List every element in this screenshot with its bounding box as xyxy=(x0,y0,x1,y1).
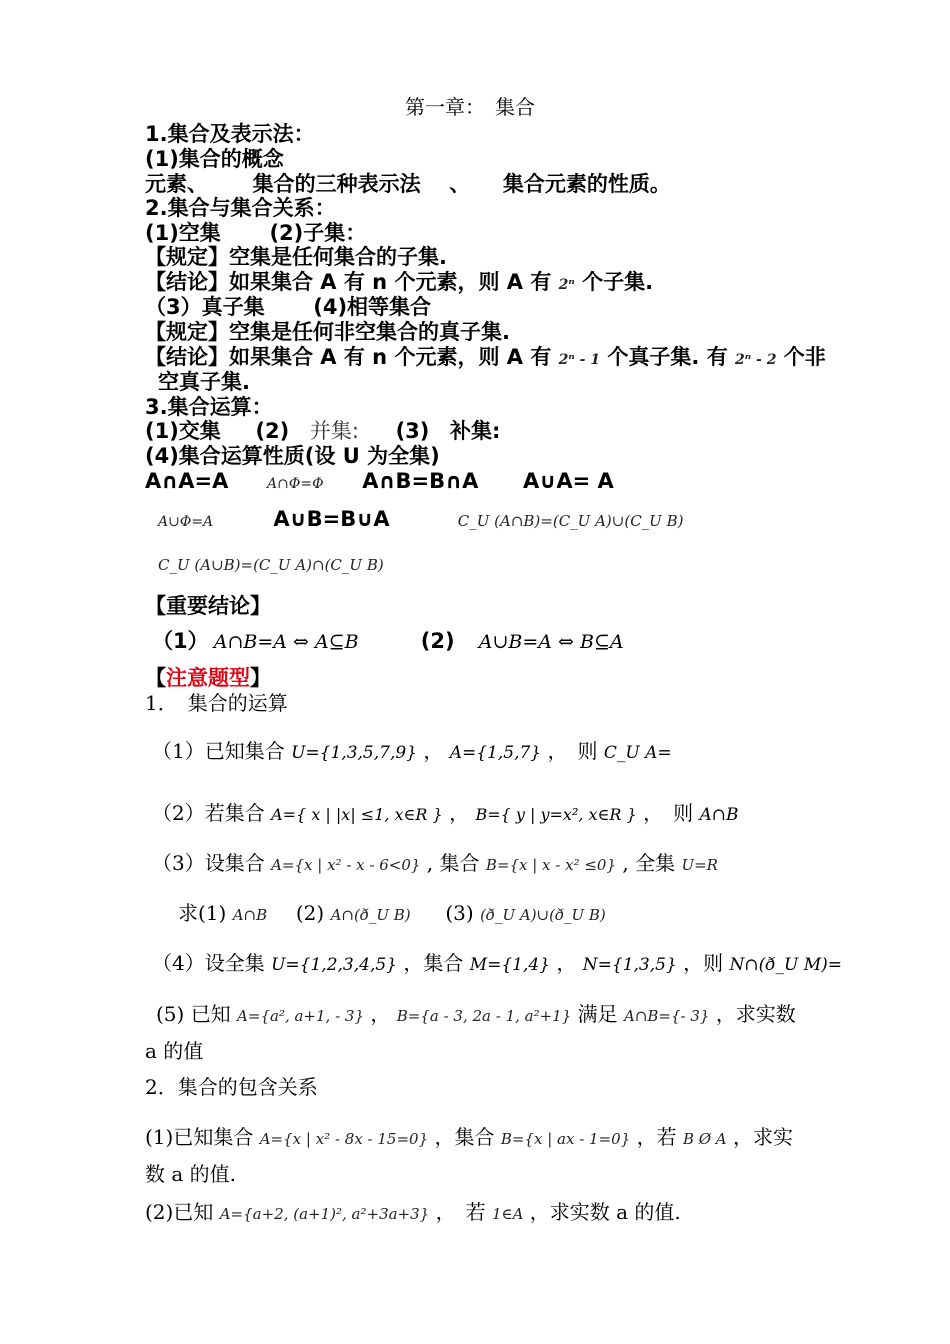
q1-c-answer-2: A∩(ð_U B) xyxy=(330,906,411,924)
props-row-3 xyxy=(158,556,384,574)
q2-b xyxy=(145,1201,681,1224)
q1-a-formula-u: U={1,3,5,7,9} xyxy=(291,743,417,763)
q1-a xyxy=(152,740,672,764)
important-heading: 【重要结论】 xyxy=(145,594,271,618)
q1-c-label: （3）设集合 xyxy=(152,851,265,875)
q2-heading: 2．集合的包含关系 xyxy=(145,1075,318,1099)
prop-a-cap-b: A∩B=B∩A xyxy=(362,469,479,493)
formula-2n-minus-1: 2ⁿ - 1 xyxy=(558,352,601,368)
rule-1: 【规定】空集是任何集合的子集. xyxy=(145,245,447,269)
q1-a-tail: ， 则 xyxy=(547,739,598,763)
union-label: 并集: xyxy=(309,419,359,443)
page-title: 第一章： 集合 xyxy=(405,95,535,119)
q2-a-formula-subset: B Ø A xyxy=(682,1130,727,1148)
equal-set-label: (4)相等集合 xyxy=(313,295,432,319)
q1-c-formula-b: B={x | x - x² ≤0} xyxy=(485,856,617,874)
q1-b-tail: ， 则 xyxy=(643,801,694,825)
q1-e-formula-b: B={a - 3, 2a - 1, a²+1} xyxy=(396,1007,572,1025)
operation-properties: (4)集合运算性质(设 U 为全集) xyxy=(145,444,440,468)
q1-d-label: （4）设全集 xyxy=(152,951,265,975)
q1-a-formula-cu: C_U A= xyxy=(603,743,672,763)
formula-2n-minus-2: 2ⁿ - 2 xyxy=(735,352,777,368)
q1-c-formula-a: A={x | x² - x - 6<0} xyxy=(271,856,421,874)
q1-e-tail: ，求实数 xyxy=(715,1002,796,1026)
q1-d-formula-m: M={1,4} xyxy=(469,955,551,975)
section-3-heading: 3.集合运算： xyxy=(145,395,273,419)
complement-label: 补集: xyxy=(450,419,501,443)
q1-e-formula-ab: A∩B={- 3} xyxy=(623,1007,710,1025)
section-2-subs xyxy=(145,221,366,245)
q1-c-answer-1: A∩B xyxy=(232,906,268,924)
conclusion-2-text: 【结论】如果集合 A 有 n 个元素，则 A 有 xyxy=(145,345,552,369)
q1-a-label: （1）已知集合 xyxy=(152,739,285,763)
q2-a xyxy=(145,1126,793,1149)
q1-e-cont: a 的值 xyxy=(145,1039,204,1063)
intersection-label: (1)交集 xyxy=(145,419,221,443)
subset-label: (2)子集： xyxy=(269,221,367,245)
prop-a-cap-a: A∩A=A xyxy=(145,469,229,493)
prop-de-morgan-1: C_U (A∩B)=(C_U A)∪(C_U B) xyxy=(457,512,684,530)
q1-b-formula-ab: A∩B xyxy=(699,805,739,825)
prop-a-cap-phi: A∩Φ=Φ xyxy=(267,476,324,492)
q1-e xyxy=(156,1003,796,1026)
conclusion-1 xyxy=(145,270,653,294)
notice-label: 注意题型 xyxy=(166,666,250,690)
q1-e-mid: 满足 xyxy=(577,1002,618,1026)
q1-c-mid: , 集合 xyxy=(426,851,480,875)
props-row-2 xyxy=(158,507,683,531)
important-c2: A∪B=A ⇔ B⊆A xyxy=(478,631,624,653)
section-2-subs-2 xyxy=(145,295,431,319)
q1-a-sep: ， xyxy=(423,739,444,763)
prop-a-cup-a: A∪A= A xyxy=(523,469,614,493)
q1-e-sep: ， xyxy=(370,1002,391,1026)
section-1-items xyxy=(145,172,671,196)
q1-c-ask-3: (3) xyxy=(445,901,474,925)
q2-a-label: (1)已知集合 xyxy=(145,1125,254,1149)
q1-b-label: （2）若集合 xyxy=(152,801,265,825)
q2-b-tail: ，求实数 a 的值. xyxy=(529,1200,681,1224)
empty-set-label: (1)空集 xyxy=(145,221,221,245)
item-properties: 集合元素的性质。 xyxy=(502,172,671,196)
q1-c-mid2: , 全集 xyxy=(622,851,676,875)
q1-c-ask-1: 求(1) xyxy=(178,901,227,925)
q2-a-mid2: ，若 xyxy=(636,1125,677,1149)
q1-b xyxy=(152,802,738,826)
q1-b-sep: ， xyxy=(449,801,470,825)
item-three-representations: 集合的三种表示法 xyxy=(252,172,421,196)
prop-a-cup-phi: A∪Φ=A xyxy=(158,514,214,530)
q2-a-tail: ，求实 xyxy=(733,1125,794,1149)
prop-a-cup-b: A∪B=B∪A xyxy=(273,507,390,531)
q2-b-label: (2)已知 xyxy=(145,1200,214,1224)
union-num: (2) xyxy=(255,419,290,443)
q1-c-formula-u: U=R xyxy=(681,856,718,874)
q1-e-label: (5) 已知 xyxy=(156,1002,231,1026)
props-row-1 xyxy=(145,469,614,493)
q1-d-mid: ，集合 xyxy=(403,951,464,975)
conclusion-2-cont: 空真子集. xyxy=(158,370,250,394)
q2-b-formula-member: 1∈A xyxy=(491,1205,524,1223)
notice-heading xyxy=(145,666,271,690)
conclusion-2-mid: 个真子集. 有 xyxy=(607,345,728,369)
item-separator: 、 xyxy=(449,172,471,196)
section-1-sub1: (1)集合的概念 xyxy=(145,147,284,171)
conclusion-1-text: 【结论】如果集合 A 有 n 个元素，则 A 有 xyxy=(145,270,552,294)
prop-de-morgan-2: C_U (A∪B)=(C_U A)∩(C_U B) xyxy=(158,556,384,574)
important-c2-label: (2) xyxy=(420,629,455,653)
conclusion-2-tail: 个非 xyxy=(783,345,826,369)
q1-d-sep: ， xyxy=(556,951,577,975)
q1-c-ask-2: (2) xyxy=(295,901,325,925)
q1-heading: 1． 集合的运算 xyxy=(145,691,288,715)
q2-b-formula-a: A={a+2, (a+1)², a²+3a+3} xyxy=(219,1205,430,1223)
item-element: 元素、 xyxy=(145,172,208,196)
q1-d-formula-result: N∩(ð_U M)= xyxy=(729,955,843,975)
complement-num: (3) xyxy=(395,419,430,443)
q1-d-formula-u: U={1,2,3,4,5} xyxy=(271,955,397,975)
conclusion-1-tail: 个子集. xyxy=(582,270,654,294)
important-conclusions xyxy=(152,629,624,654)
q2-a-mid: ，集合 xyxy=(434,1125,495,1149)
q1-c-asks xyxy=(178,902,606,925)
q1-d xyxy=(152,952,842,976)
notice-close: 】 xyxy=(250,666,271,690)
important-c1: A∩B=A ⇔ A⊆B xyxy=(213,631,359,653)
q2-a-formula-a: A={x | x² - 8x - 15=0} xyxy=(259,1130,429,1148)
section-3-subs xyxy=(145,419,500,443)
q1-a-formula-a: A={1,5,7} xyxy=(449,743,542,763)
q1-d-tail: ，则 xyxy=(683,951,724,975)
q1-d-formula-n: N={1,3,5} xyxy=(582,955,677,975)
important-c1-label: （1） xyxy=(152,629,209,653)
q1-b-formula-a: A={ x | |x| ≤1, x∈R } xyxy=(271,805,443,824)
rule-2: 【规定】空集是任何非空集合的真子集. xyxy=(145,320,510,344)
section-2-heading: 2.集合与集合关系： xyxy=(145,196,336,220)
proper-subset-label: （3）真子集 xyxy=(145,295,265,319)
notice-open: 【 xyxy=(145,666,166,690)
q2-a-cont: 数 a 的值. xyxy=(145,1162,236,1186)
q1-c xyxy=(152,852,718,875)
q1-c-answer-3: (ð_U A)∪(ð_U B) xyxy=(480,906,606,924)
q2-a-formula-b: B={x | ax - 1=0} xyxy=(500,1130,631,1148)
section-1-heading: 1.集合及表示法： xyxy=(145,122,315,146)
q2-b-mid: ， 若 xyxy=(435,1200,486,1224)
q1-e-formula-a: A={a², a+1, - 3} xyxy=(237,1007,364,1025)
q1-b-formula-b: B={ y | y=x², x∈R } xyxy=(475,805,637,824)
formula-2-pow-n: 2ⁿ xyxy=(558,277,575,293)
conclusion-2 xyxy=(145,345,826,369)
